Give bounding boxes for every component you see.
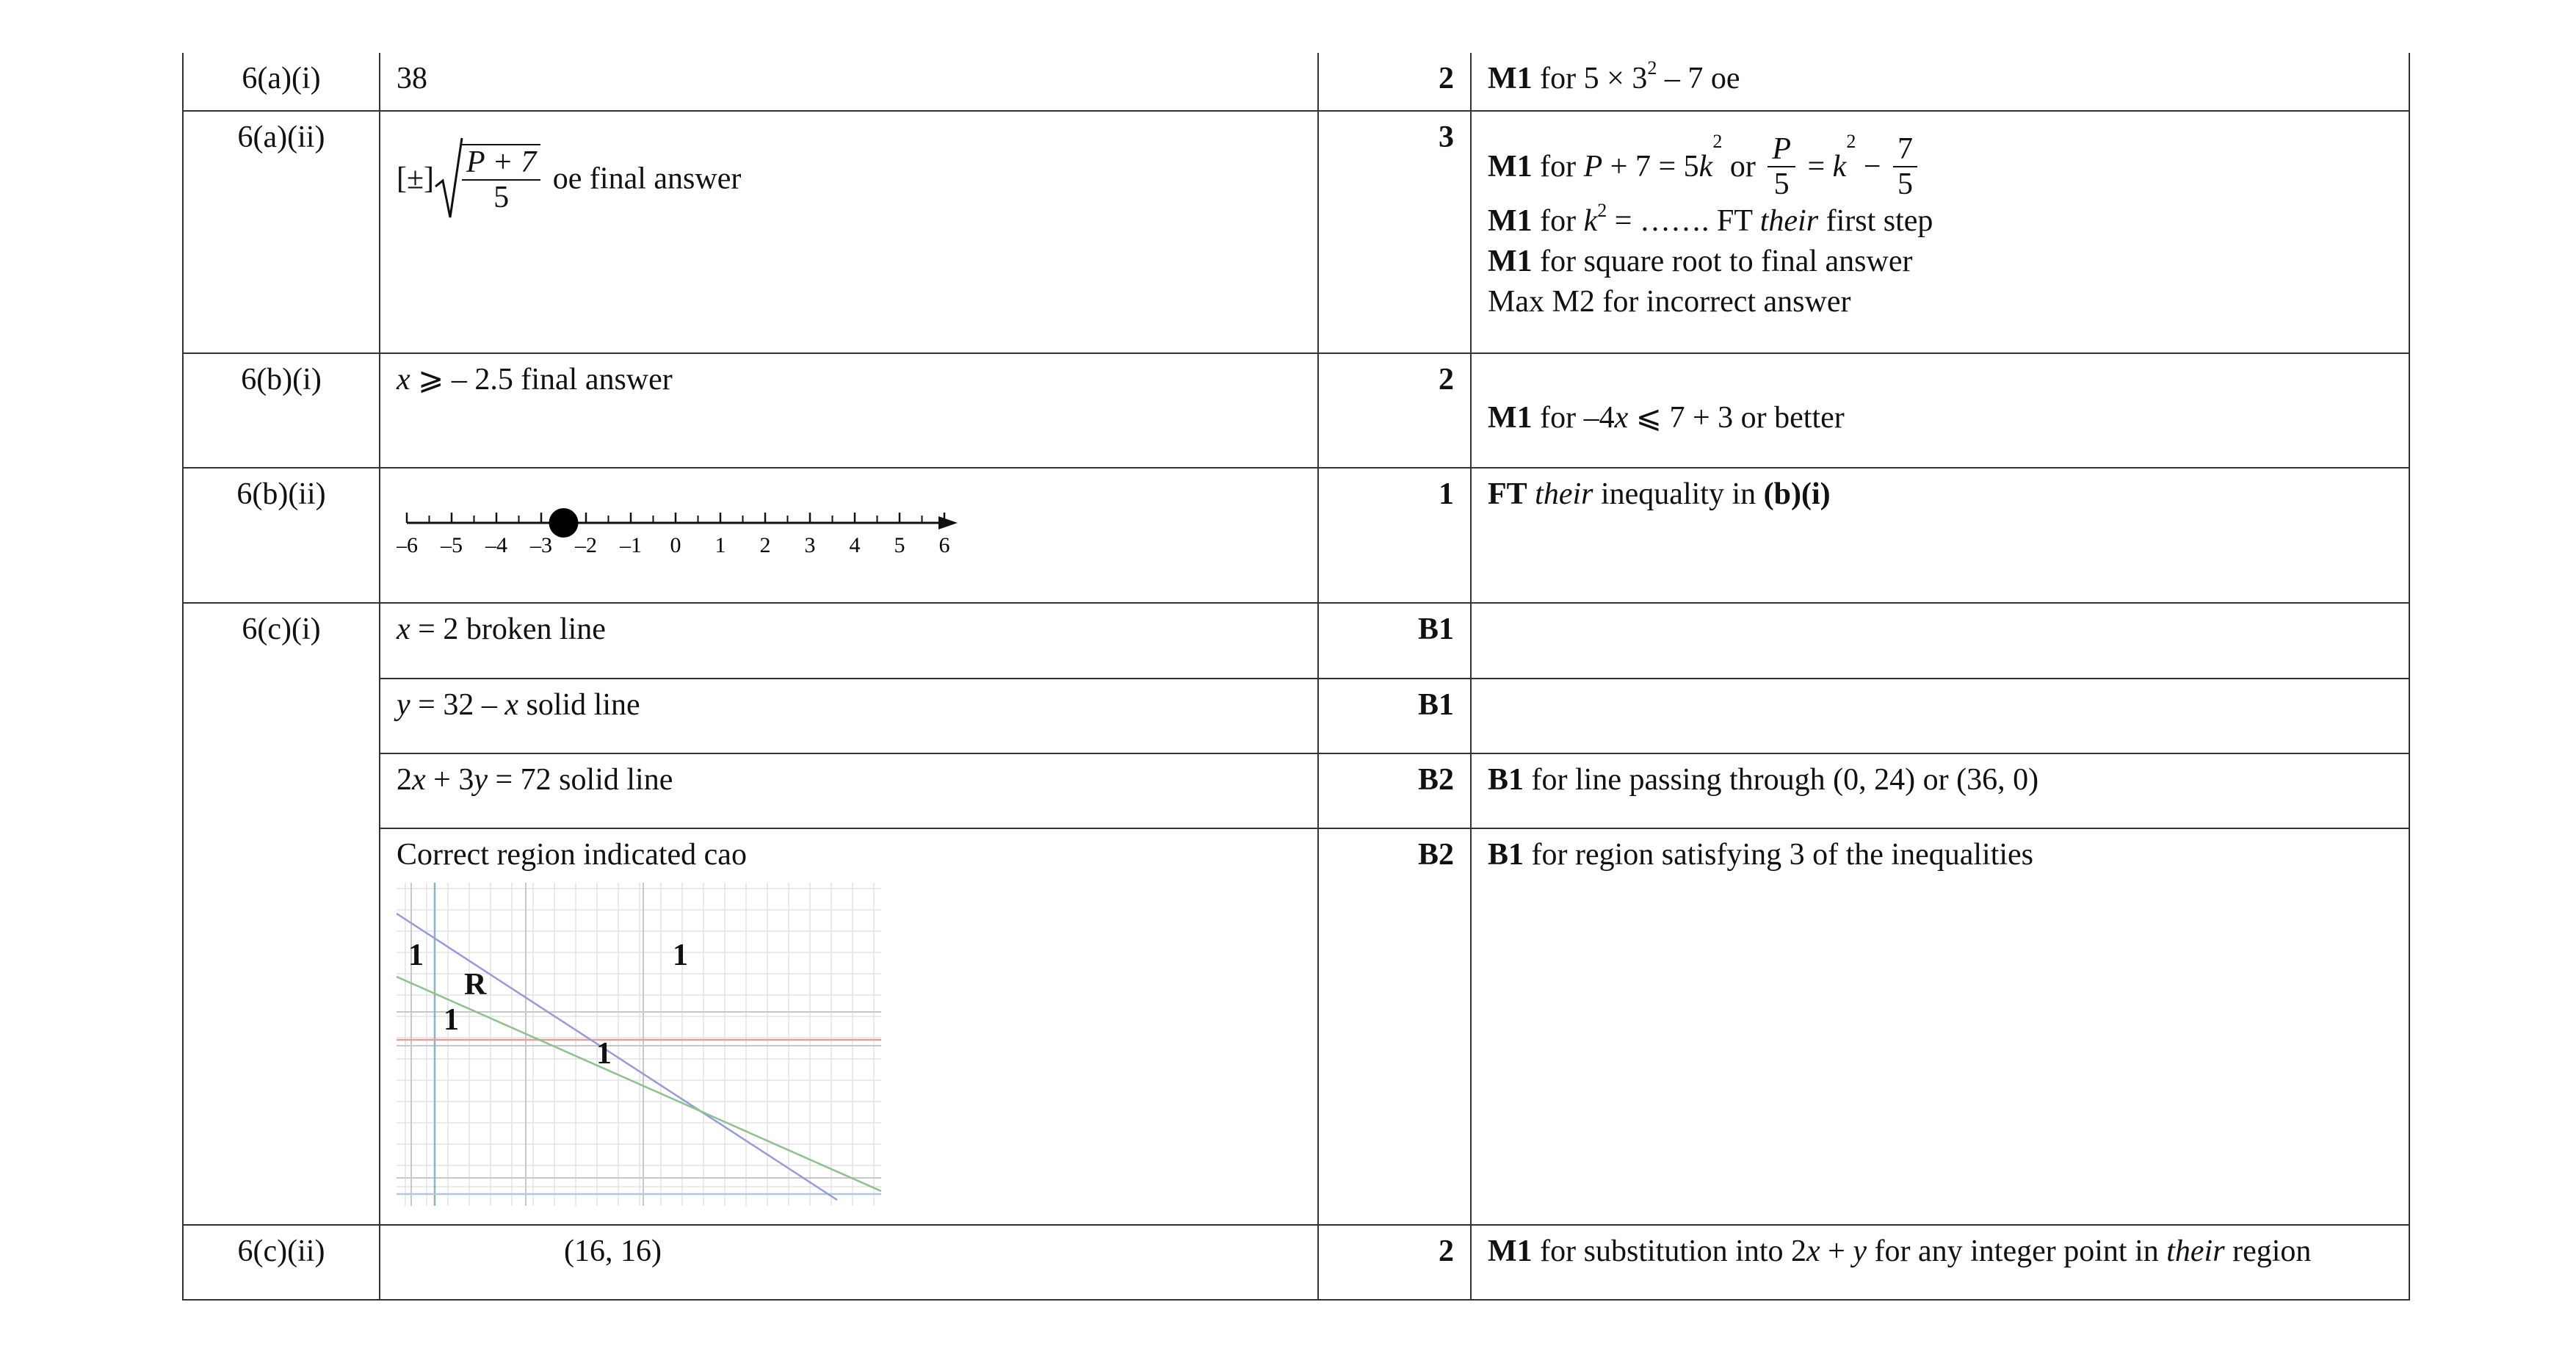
- table-row: [183, 353, 2409, 468]
- question-number: 6(c)(ii): [183, 1225, 380, 1300]
- number-line-tick-label: 4: [849, 533, 861, 557]
- number-line-tick-label: 6: [938, 533, 950, 557]
- table-row: [183, 468, 2409, 603]
- graph-annotation-label: 1: [444, 1002, 459, 1037]
- question-number: 6(b)(i): [183, 353, 380, 468]
- number-line-tick-label: –1: [620, 533, 642, 557]
- table-row: [183, 1225, 2409, 1300]
- graph-annotation-label: 1: [673, 938, 688, 972]
- number-line-tick-label: –4: [485, 533, 507, 557]
- table-row: [183, 53, 2409, 111]
- marks-cell: 2: [1318, 53, 1471, 111]
- number-line-tick-label: 5: [894, 533, 905, 557]
- table-row: [183, 679, 2409, 753]
- line-y-equals-32-minus-x: [397, 914, 837, 1200]
- guidance-cell: M1 for $P + 7 = 5k^2$ or $\frac{P}{5}$ = $k^2$ − $\frac{7}{5}$ M1 for $k^2$ = ……. FT their first step M1 for square root to final answer Max M2 for incorrect answer: [1471, 111, 2409, 353]
- guidance-cell: B1 for region satisfying 3 of the inequalities: [1471, 828, 2409, 1225]
- table-row: [183, 753, 2409, 828]
- region-graph: [397, 883, 881, 1206]
- table-row: [183, 603, 2409, 679]
- question-number: 6(c)(i): [183, 603, 380, 1225]
- sqrt-symbol: [434, 135, 463, 223]
- marks-cell: B2: [1318, 828, 1471, 1225]
- number-line-tick-label: –2: [575, 533, 597, 557]
- number-line-tick-label: 2: [759, 533, 771, 557]
- number-line-arrowhead: [938, 516, 958, 529]
- answer-cell: x ⩾ – 2.5 final answer: [380, 353, 1318, 468]
- question-number: 6(b)(ii): [183, 468, 380, 603]
- guidance-cell: M1 for $5 \times 3^2 - 7$ oe: [1471, 53, 2409, 111]
- marks-cell: B2: [1318, 753, 1471, 828]
- question-number: 6(a)(ii): [183, 111, 380, 353]
- number-line: [397, 496, 984, 570]
- answer-cell: [380, 468, 1318, 603]
- number-line-tick-label: 0: [670, 533, 681, 557]
- number-line-tick-label: –6: [397, 533, 418, 557]
- answer-cell: [±] $\frac{P + 7}{5}$ oe final answer: [380, 111, 1318, 353]
- table-row: [183, 828, 2409, 1225]
- answer-cell: 38: [380, 53, 1318, 111]
- answer-cell: y = 32 – x solid line: [380, 679, 1318, 753]
- answer-cell: Correct region indicated cao 1 1 R 1 1: [380, 828, 1318, 1225]
- answer-cell: (16, 16): [380, 1225, 1318, 1300]
- graph-annotation-label: 1: [408, 938, 424, 972]
- graph-annotation-label: 1: [596, 1036, 612, 1071]
- marks-cell: 2: [1318, 353, 1471, 468]
- number-line-tick-label: –5: [441, 533, 463, 557]
- guidance-cell: [1471, 603, 2409, 679]
- guidance-cell: M1 for substitution into 2x + y for any integer point in their region: [1471, 1225, 2409, 1300]
- guidance-cell: M1 for –4x ⩽ 7 + 3 or better: [1471, 353, 2409, 468]
- guidance-cell: [1471, 679, 2409, 753]
- marks-cell: 2: [1318, 1225, 1471, 1300]
- filled-circle-marker: [549, 508, 579, 538]
- table-row: [183, 111, 2409, 353]
- number-line-tick-label: 1: [714, 533, 726, 557]
- guidance-cell: FT their inequality in (b)(i): [1471, 468, 2409, 603]
- marks-cell: B1: [1318, 679, 1471, 753]
- question-number: 6(a)(i): [183, 53, 380, 111]
- mark-scheme-table: [182, 53, 2410, 1301]
- answer-cell: x = 2 broken line: [380, 603, 1318, 679]
- answer-cell: 2x + 3y = 72 solid line: [380, 753, 1318, 828]
- marks-cell: 1: [1318, 468, 1471, 603]
- graph-annotation-label: R: [464, 967, 487, 1002]
- marks-cell: B1: [1318, 603, 1471, 679]
- number-line-tick-label: 3: [804, 533, 816, 557]
- guidance-cell: B1 for line passing through (0, 24) or (36, 0): [1471, 753, 2409, 828]
- marks-cell: 3: [1318, 111, 1471, 353]
- number-line-tick-label: –3: [530, 533, 552, 557]
